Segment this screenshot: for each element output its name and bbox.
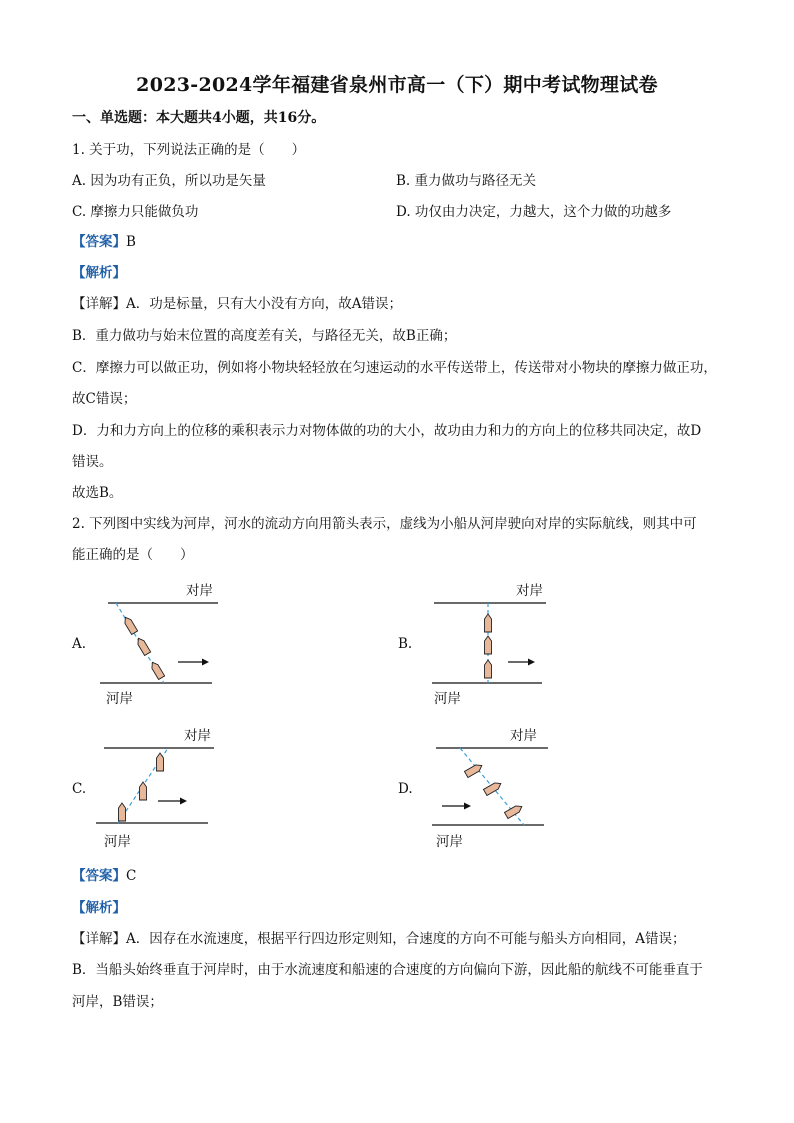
q2-answer: C (126, 868, 137, 884)
section-heading: 一、单选题：本大题共4小题，共16分。 (72, 110, 326, 126)
boat-icon (119, 803, 126, 821)
figure-b-label: B. (398, 636, 413, 652)
water-flow-arrow-icon (158, 798, 187, 805)
q2-detail-a (72, 929, 686, 949)
q1-detail-d2: 错误。 (72, 454, 113, 470)
analysis-tag: 【解析】 (72, 900, 126, 916)
figure-b-near-bank-label: 河岸 (434, 691, 461, 707)
q1-option-c: C. 摩擦力只能做负功 (72, 204, 199, 220)
boat-icon (485, 636, 492, 654)
q1-detail-c2: 故C错误； (72, 391, 137, 407)
answer-tag: 【答案】 (72, 234, 126, 250)
figure-d (386, 718, 556, 858)
q2-stem-line1: 2. 下列图中实线为河岸，河水的流动方向用箭头表示，虚线为小船从河岸驶向对岸的实际航线，则其中可 (72, 516, 697, 532)
boat-icon (485, 614, 492, 632)
boat-icon (483, 780, 502, 795)
figure-a-far-bank-label: 对岸 (186, 583, 213, 599)
q1-detail-b: B．重力做功与始末位置的高度差有关，与路径无关，故B正确； (72, 328, 457, 344)
q2-answer-line (72, 866, 136, 886)
q1-conclusion: 故选B。 (72, 485, 123, 501)
figure-a-label: A. (72, 636, 87, 652)
q2-analysis-tag (72, 898, 126, 918)
figure-c (60, 718, 230, 858)
q1-analysis-tag (72, 263, 126, 283)
analysis-tag: 【解析】 (72, 265, 126, 281)
q1-answer-line (72, 232, 136, 252)
q2-detail-a-text: A．因存在水流速度，根据平行四边形定则知，合速度的方向不可能与船头方向相同，A错误； (126, 931, 686, 947)
water-flow-arrow-icon (508, 659, 535, 666)
figure-a-near-bank-label: 河岸 (106, 691, 133, 707)
q1-option-d: D. 功仅由力决定，力越大，这个力做的功越多 (396, 204, 672, 220)
figure-c-far-bank-label: 对岸 (184, 728, 211, 744)
figure-b-far-bank-label: 对岸 (516, 583, 543, 599)
detail-tag: 【详解】 (72, 931, 126, 947)
boat-icon (504, 803, 523, 818)
boat-icon (485, 660, 492, 678)
page-title: 2023-2024学年福建省泉州市高一（下）期中考试物理试卷 (136, 74, 658, 96)
detail-tag: 【详解】 (72, 296, 126, 312)
q1-answer: B (126, 234, 136, 250)
q1-detail-a (72, 294, 402, 314)
boat-icon (140, 782, 147, 800)
q1-detail-c1: C．摩擦力可以做正功，例如将小物块轻轻放在匀速运动的水平传送带上，传送带对小物块的摩擦力做正功， (72, 360, 717, 376)
q2-detail-b1: B．当船头始终垂直于河岸时，由于水流速度和船速的合速度的方向偏向下游，因此船的航线不可能垂直于 (72, 962, 703, 978)
figure-d-label: D. (398, 781, 413, 797)
q1-option-b: B. 重力做功与路径无关 (396, 173, 537, 189)
q1-stem: 1. 关于功，下列说法正确的是（ ） (72, 142, 306, 158)
figure-d-far-bank-label: 对岸 (510, 728, 537, 744)
figure-c-label: C. (72, 781, 87, 797)
q2-detail-b2: 河岸，B错误； (72, 994, 163, 1010)
q2-stem-line2: 能正确的是（ ） (72, 547, 194, 563)
q1-option-a: A. 因为功有正负，所以功是矢量 (72, 173, 266, 189)
figure-b (386, 575, 556, 715)
answer-tag: 【答案】 (72, 868, 126, 884)
q1-detail-d1: D．力和力方向上的位移的乘积表示力对物体做的功的大小，故功由力和力的方向上的位移共同决定，故D (72, 423, 702, 439)
figure-c-near-bank-label: 河岸 (104, 834, 131, 850)
figure-a (60, 575, 230, 715)
water-flow-arrow-icon (442, 803, 471, 810)
figure-d-near-bank-label: 河岸 (436, 834, 463, 850)
q1-detail-a-text: A．功是标量，只有大小没有方向，故A错误； (126, 296, 402, 312)
water-flow-arrow-icon (178, 659, 209, 666)
